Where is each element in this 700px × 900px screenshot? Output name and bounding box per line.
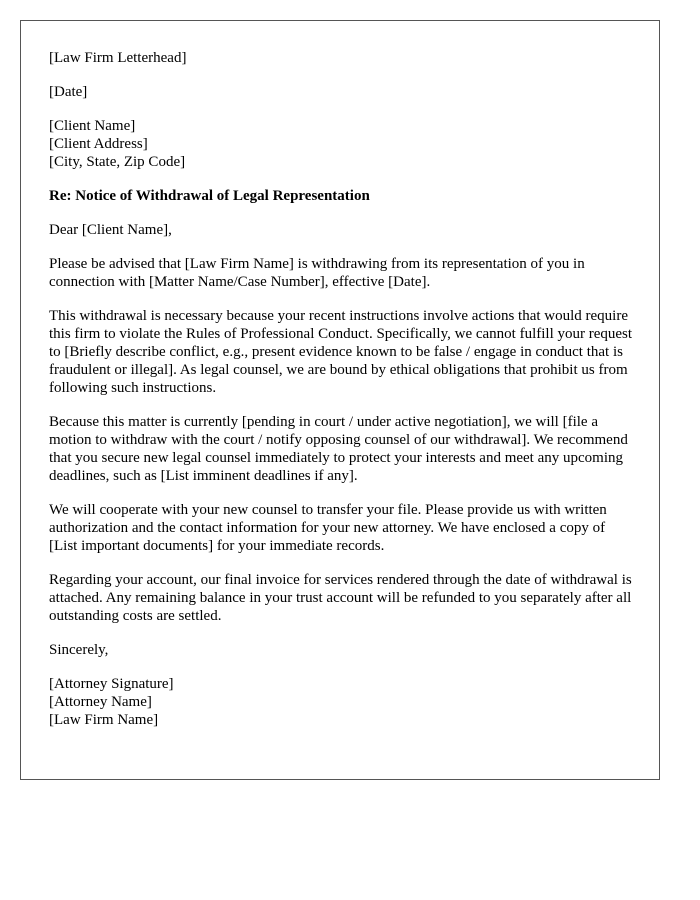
- signature-block: [49, 675, 634, 729]
- paragraph-file-transfer: We will cooperate with your new counsel to transfer your file. Please provide us with written authorization and the contact information for your new attorney. We have enclosed a copy of [List important documents] for your immediate records.: [49, 502, 607, 554]
- signature-line: [Attorney Signature]: [49, 676, 174, 692]
- recipient-city-state-zip: [City, State, Zip Code]: [49, 154, 186, 170]
- letterhead: [Law Firm Letterhead]: [49, 50, 187, 66]
- firm-name: [Law Firm Name]: [49, 712, 159, 728]
- paragraph-notice: Please be advised that [Law Firm Name] is withdrawing from its representation of you in connection with [Matter Name/Case Number], effective [Date].: [49, 256, 585, 290]
- paragraph-reason: This withdrawal is necessary because your recent instructions involve actions that would require this firm to violate the Rules of Professional Conduct. Specifically, we cannot fulfill your request to [Briefly describe conflict, e.g., present evidence known to be false / engage in conduct that is fraudulent or illegal]. As legal counsel, we are bound by ethical obligations that prohibit us from following such instructions.: [49, 308, 633, 396]
- letter-date: [Date]: [49, 84, 88, 100]
- closing: Sincerely,: [49, 642, 109, 658]
- paragraph-account: Regarding your account, our final invoice for services rendered through the date of withdrawal is attached. Any remaining balance in your trust account will be refunded to you separately after all outstanding costs are settled.: [49, 572, 632, 624]
- paragraph-next-steps: Because this matter is currently [pending in court / under active negotiation], we will [file a motion to withdraw with the court / notify opposing counsel of our withdrawal]. We recommend that you secure new legal counsel immediately to protect your interests and meet any upcoming deadlines, such as [List imminent deadlines if any].: [49, 414, 628, 484]
- salutation: Dear [Client Name],: [49, 222, 172, 238]
- recipient-address-block: [49, 117, 634, 171]
- letter-body: [49, 49, 634, 745]
- recipient-name: [Client Name]: [49, 118, 136, 134]
- recipient-address: [Client Address]: [49, 136, 148, 152]
- letter-page: [20, 20, 660, 780]
- attorney-name: [Attorney Name]: [49, 694, 152, 710]
- subject-line: Re: Notice of Withdrawal of Legal Representation: [49, 188, 370, 204]
